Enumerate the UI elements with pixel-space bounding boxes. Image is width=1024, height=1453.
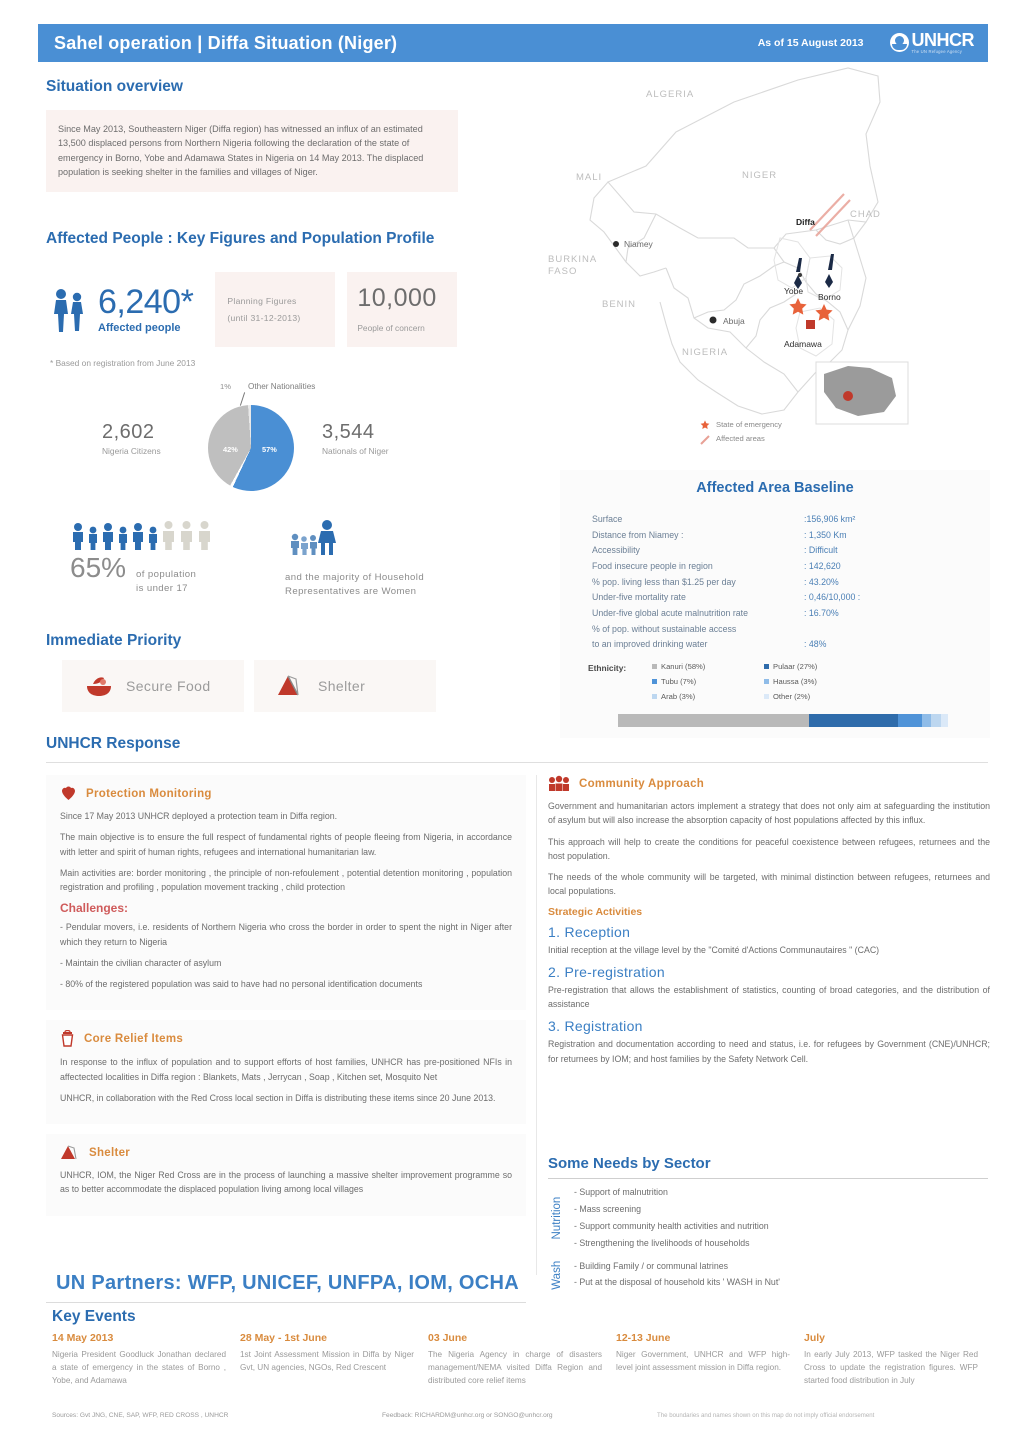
- pie-slice-pct-niger: 57%: [262, 445, 277, 454]
- key-event-text: Niger Government, UNHCR and WFP high-level joint assessment mission in Diffa region.: [616, 1350, 790, 1373]
- person-icon-filled: [147, 526, 159, 550]
- ethnicity-stacked-bar: [618, 714, 948, 727]
- community-people-icon: [548, 775, 570, 792]
- key-event-item: [428, 1332, 616, 1387]
- map-inset: [816, 362, 908, 424]
- baseline-table: [592, 512, 960, 653]
- family-people-icon: [50, 287, 90, 333]
- baseline-value: : 48%: [804, 639, 827, 650]
- strategic-activities-heading: Strategic Activities: [548, 905, 643, 918]
- under-17-text: [136, 568, 196, 596]
- pie-other-pct: 1%: [220, 382, 231, 391]
- priority-label-shelter: Shelter: [318, 678, 366, 694]
- map-label-chad: CHAD: [850, 209, 881, 220]
- challenges-heading: Challenges:: [60, 901, 129, 916]
- key-event-text: 1st Joint Assessment Mission in Diffa by Niger Gvt, UN agencies, NGOs, Red Crescent: [240, 1350, 414, 1373]
- planning-figures-box: [215, 272, 335, 347]
- map-legend-item-affected: [700, 432, 782, 446]
- shelter-title: Shelter: [89, 1146, 131, 1159]
- person-icon-filled: [130, 522, 146, 550]
- unhcr-response-title: UNHCR Response: [46, 735, 181, 752]
- unhcr-logo-text: UNHCR: [911, 30, 974, 51]
- affected-people-values: [98, 285, 193, 334]
- map-label-benin: BENIN: [602, 299, 637, 310]
- baseline-row: [592, 559, 960, 575]
- as-of-date: As of 15 August 2013: [757, 36, 864, 49]
- legend-swatch: [652, 694, 657, 699]
- key-event-text: In early July 2013, WFP tasked the Niger Red Cross to update the registration figures. WFP started food distribution in July: [804, 1350, 978, 1386]
- key-event-date: 12-13 June: [616, 1332, 671, 1344]
- page-footer: [52, 1412, 992, 1419]
- needs-items-nutrition: [574, 1184, 988, 1252]
- baseline-value: : 16.70%: [804, 607, 839, 618]
- ethnicity-segment-kanuri: [618, 714, 809, 727]
- priority-card-shelter[interactable]: [254, 660, 436, 712]
- activity-text-registration: Registration and documentation according to need and status, i.e. for refugees by Government (CNE)/UNHCR; for returnees by IOM; and host families by the Safety Network Cell.: [548, 1039, 990, 1064]
- footer-feedback: Feedback: RICHARDM@unhcr.org or SONGO@unhcr.org: [382, 1412, 553, 1419]
- planning-figures-line1: Planning Figures: [227, 296, 297, 307]
- priority-card-secure-food[interactable]: [62, 660, 244, 712]
- people-of-concern-label: People of concern: [357, 323, 425, 333]
- community-paragraph-2: This approach will help to create the conditions for peaceful coexistence between refugees, returnees and the host population.: [548, 836, 990, 861]
- map-label-nigeria: NIGERIA: [682, 347, 729, 358]
- map-label-mali: MALI: [576, 172, 603, 183]
- map-label-burkina: BURKINA: [548, 254, 598, 265]
- needs-sector-label-wash: Wash: [551, 1259, 563, 1289]
- key-event-item: [52, 1332, 240, 1387]
- key-figures-title: Affected People : Key Figures and Population Profile: [46, 230, 435, 247]
- baseline-key: Under-five mortality rate: [592, 592, 686, 603]
- needs-by-sector-block: [548, 1184, 988, 1297]
- core-relief-paragraph-2: UNHCR, in collaboration with the Red Cross local section in Diffa is distributing these items since 20 June 2013.: [60, 1092, 496, 1103]
- ethnicity-segment-tubu: [898, 714, 921, 727]
- nigeria-citizens-label: Nigeria Citizens: [102, 446, 161, 456]
- challenge-item-2: - Maintain the civilian character of asylum: [60, 957, 222, 968]
- person-icon-empty: [178, 520, 195, 550]
- niger-nationals-count: 3,544: [322, 421, 375, 443]
- key-event-item: [804, 1332, 992, 1387]
- need-item: - Building Family / or communal latrines: [574, 1260, 728, 1271]
- needs-by-sector-title: Some Needs by Sector: [548, 1155, 711, 1172]
- tent-icon: [276, 673, 306, 699]
- community-paragraph-3: The needs of the whole community will be targeted, with minimal distinction between refugees, returnees and local populations.: [548, 872, 990, 897]
- challenge-item-1: - Pendular movers, i.e. residents of Northern Nigeria who cross the border in order to spent the night in Niger after which they return to Nigeria: [60, 922, 512, 947]
- pie-right-stat: [322, 422, 389, 456]
- activity-title-reception: 1. Reception: [548, 923, 631, 940]
- star-marker-icon: [700, 420, 710, 430]
- household-rep-line2: Representatives are Women: [285, 585, 417, 597]
- legend-swatch: [652, 679, 657, 684]
- activity-text-reception: Initial reception at the village level by the "Comité d'Actions Communautaires " (CAC): [548, 944, 880, 955]
- community-paragraph-1: Government and humanitarian actors implement a strategy that does not only aim at safeguarding the institution of asylum but will also increase the absorption capacity of host populations affected by this influx.: [548, 801, 990, 826]
- key-event-date: 28 May - 1st June: [240, 1332, 327, 1344]
- header-right-group: [758, 31, 974, 54]
- under-17-percent: 65%: [70, 552, 127, 583]
- baseline-row: [592, 606, 960, 622]
- protection-paragraph-1: Since 17 May 2013 UNHCR deployed a protection team in Diffa region.: [60, 811, 338, 821]
- baseline-key: to an improved drinking water: [592, 639, 708, 650]
- unhcr-logo-subtitle: The UN Refugee Agency: [911, 49, 963, 55]
- baseline-key: % pop. living less than $1.25 per day: [592, 576, 736, 587]
- unhcr-logo: [890, 31, 975, 54]
- household-family-icon: [285, 520, 357, 556]
- nigeria-citizens-count: 2,602: [102, 421, 155, 443]
- baseline-row: [592, 512, 960, 528]
- affected-people-number: 6,240*: [98, 283, 194, 321]
- ethnicity-legend-item: [764, 659, 876, 674]
- household-rep-line1: and the majority of Household: [285, 572, 425, 583]
- person-icon-empty: [196, 520, 213, 550]
- situation-overview-title: Situation overview: [46, 78, 183, 95]
- baseline-key: % of pop. without sustainable access: [592, 623, 737, 634]
- niger-nationals-label: Nationals of Niger: [322, 446, 389, 456]
- person-icon-filled: [117, 526, 129, 550]
- planning-figures-line2: (until 31-12-2013): [227, 312, 301, 323]
- page-header: [38, 24, 988, 62]
- baseline-row: [592, 528, 960, 544]
- key-event-text: The Nigeria Agency in charge of disasters management/NEMA visited Diffa Region and distributed core relief items: [428, 1350, 602, 1386]
- people-of-concern-box: [347, 272, 457, 347]
- map-label-diffa: Diffa: [796, 217, 815, 227]
- baseline-value: : Difficult: [804, 545, 838, 556]
- page-title: Sahel operation | Diffa Situation (Niger): [54, 32, 398, 53]
- affected-people-label: Affected people: [98, 322, 181, 334]
- core-relief-title: Core Relief Items: [84, 1033, 184, 1046]
- legend-swatch: [764, 694, 769, 699]
- map-label-adamawa: Adamawa: [784, 339, 822, 349]
- un-partners-divider: [46, 1302, 526, 1303]
- map-legend: [700, 418, 782, 447]
- community-approach-title: Community Approach: [579, 777, 705, 790]
- people-of-concern-number: 10,000: [357, 284, 437, 312]
- under-17-text-line1: of population: [136, 569, 197, 580]
- protection-paragraph-3: Main activities are: border monitoring , the principle of non-refoulement , potential detention monitoring , population registration and profiling , population movement tracking , child protection: [60, 867, 512, 892]
- map-legend-label-emergency: State of emergency: [716, 420, 782, 429]
- protection-monitoring-head: [60, 785, 512, 802]
- household-rep-block: [285, 520, 424, 599]
- legend-text: Pulaar (27%): [773, 661, 818, 671]
- under-17-block: [70, 520, 213, 596]
- protection-monitoring-card: [46, 775, 526, 1010]
- needs-items-wash: [574, 1258, 988, 1292]
- need-item: - Mass screening: [574, 1203, 641, 1214]
- challenge-item-3: - 80% of the registered population was said to have had no personal identification documents: [60, 979, 423, 989]
- shelter-head: [60, 1144, 512, 1161]
- needs-sector-label-nutrition: Nutrition: [551, 1196, 563, 1240]
- shelter-card: [46, 1134, 526, 1216]
- baseline-key: Distance from Niamey :: [592, 529, 684, 540]
- ethnicity-legend-item: [652, 674, 764, 689]
- baseline-value: : 0,46/10,000 :: [804, 592, 861, 603]
- ethnicity-legend-item: [652, 689, 764, 704]
- legend-swatch: [652, 664, 657, 669]
- legend-text: Arab (3%): [661, 692, 696, 702]
- immediate-priority-row: [62, 660, 436, 712]
- pie-graphic: [208, 405, 294, 491]
- priority-label-secure-food: Secure Food: [126, 678, 211, 694]
- need-item: - Support of malnutrition: [574, 1187, 668, 1197]
- key-events-row: [52, 1332, 992, 1387]
- map-legend-label-affected: Affected areas: [716, 434, 765, 444]
- key-figures-footnote: * Based on registration from June 2013: [50, 358, 196, 368]
- baseline-row: [592, 543, 960, 559]
- response-right-column: [548, 775, 990, 1073]
- baseline-value: : 142,620: [804, 560, 841, 571]
- population-pictogram: [70, 520, 213, 550]
- activity-title-registration: 3. Registration: [548, 1018, 643, 1035]
- key-event-date: 14 May 2013: [52, 1332, 114, 1344]
- key-event-item: [240, 1332, 428, 1387]
- key-event-date: 03 June: [428, 1332, 468, 1344]
- activity-title-preregistration: 2. Pre-registration: [548, 963, 665, 980]
- needs-divider: [548, 1178, 988, 1179]
- person-icon-empty: [160, 520, 177, 550]
- community-approach-head: [548, 775, 990, 792]
- baseline-value: :156,906 km²: [804, 514, 856, 524]
- ethnicity-legend-item: [764, 674, 876, 689]
- baseline-key: Surface: [592, 514, 623, 524]
- pie-left-stat: [102, 422, 161, 456]
- protection-monitoring-title: Protection Monitoring: [86, 787, 212, 800]
- unhcr-wordmark: [912, 31, 975, 54]
- response-divider: [46, 762, 988, 763]
- affected-area-baseline-panel: [560, 470, 990, 738]
- protection-paragraph-2: The main objective is to ensure the full respect of fundamental rights of people fleeing from Nigeria, in accordance with letter and spirit of human rights, refugees and international humanitarian law.: [60, 832, 512, 857]
- legend-text: Other (2%): [773, 692, 811, 702]
- response-column-divider: [536, 775, 537, 1275]
- ethnicity-legend: [652, 659, 972, 705]
- situation-overview-box: [46, 110, 458, 192]
- baseline-row: [592, 590, 960, 606]
- tent-icon: [60, 1144, 80, 1161]
- pie-slice-pct-nigeria: 42%: [223, 445, 238, 454]
- needs-group-nutrition: [548, 1184, 988, 1252]
- map-label-niamey: Niamey: [624, 239, 653, 249]
- legend-text: Tubu (7%): [661, 677, 697, 687]
- response-left-column: [46, 775, 526, 1226]
- need-item: - Strengthening the livelihoods of households: [574, 1237, 750, 1248]
- unhcr-emblem-icon: [890, 33, 909, 52]
- footer-disclaimer: The boundaries and names shown on this map do not imply official endorsement: [657, 1412, 875, 1419]
- map-label-niger: NIGER: [742, 170, 778, 181]
- region-map: [548, 62, 994, 462]
- affected-people-block: [46, 272, 203, 347]
- baseline-value: : 1,350 Km: [804, 529, 847, 540]
- ethnicity-legend-item: [764, 689, 876, 704]
- legend-swatch: [764, 664, 769, 669]
- ethnicity-segment-pulaar: [809, 714, 898, 727]
- map-label-algeria: ALGERIA: [646, 89, 695, 100]
- key-figures-row: [46, 272, 486, 347]
- map-label-faso: FASO: [548, 266, 578, 277]
- footer-sources: Sources: Gvt JNG, CNE, SAP, WFP, RED CROSS , UNHCR: [52, 1412, 229, 1419]
- key-event-item: [616, 1332, 804, 1387]
- key-event-text: Nigeria President Goodluck Jonathan declared a state of emergency in the states of Borno , Yobe, and Adamawa: [52, 1350, 226, 1386]
- need-item: - Support community health activities and nutrition: [574, 1220, 769, 1231]
- baseline-row: [592, 622, 960, 638]
- needs-group-wash: [548, 1258, 988, 1292]
- key-events-title: Key Events: [52, 1308, 136, 1325]
- core-relief-paragraph-1: In response to the influx of population and to support efforts of host families, UNHCR has pre-positioned NFIs in affectected localities in Diffa region : Blankets, Mats , Jerrycan , Soap , Kitchen set, Mosquito Net: [60, 1057, 512, 1082]
- under-17-row: [70, 554, 213, 596]
- activity-text-preregistration: Pre-registration that allows the establishment of statistics, counting of broad categories, and the distribution of assistance: [548, 984, 990, 1009]
- ethnicity-segment-haussa: [922, 714, 932, 727]
- map-label-yobe: Yobe: [784, 286, 804, 296]
- person-icon-filled: [100, 522, 116, 550]
- situation-overview-text: Since May 2013, Southeastern Niger (Diffa region) has witnessed an influx of an estimated 13,500 displaced persons from Northern Nigeria following the declaration of the state of emergency in Borno, Yobe and Adamawa States in Nigeria on 14 May 2013. The displaced population is seeking shelter in the families and villages of Niger.: [58, 124, 424, 178]
- legend-text: Kanuri (58%): [661, 661, 706, 671]
- hatched-line-icon: [700, 435, 710, 445]
- immediate-priority-title: Immediate Priority: [46, 632, 182, 649]
- pie-leader-line: [240, 392, 245, 406]
- key-event-date: July: [804, 1332, 826, 1344]
- map-label-abuja: Abuja: [723, 316, 745, 326]
- baseline-row: [592, 575, 960, 591]
- bucket-icon: [60, 1030, 75, 1048]
- baseline-key: Under-five global acute malnutrition rate: [592, 607, 748, 618]
- ethnicity-label: Ethnicity:: [588, 662, 627, 673]
- ethnicity-segment-arab: [931, 714, 941, 727]
- under-17-text-line2: is under 17: [136, 582, 188, 594]
- baseline-key: Accessibility: [592, 545, 640, 556]
- ethnicity-legend-item: [652, 659, 764, 674]
- ethnicity-segment-other: [941, 714, 948, 727]
- baseline-row: [592, 637, 960, 653]
- un-partners-line: UN Partners: WFP, UNICEF, UNFPA, IOM, OCHA: [56, 1272, 520, 1294]
- legend-text: Haussa (3%): [773, 677, 817, 687]
- shelter-paragraph-1: UNHCR, IOM, the Niger Red Cross are in the process of launching a massive shelter improvement programme so as to better accommodate the displaced population living among local villages: [60, 1170, 512, 1195]
- baseline-title: Affected Area Baseline: [696, 480, 854, 496]
- need-item: - Put at the disposal of household kits ' WASH in Nut': [574, 1277, 780, 1288]
- protection-hands-icon: [60, 785, 77, 802]
- map-legend-item-emergency: [700, 418, 782, 432]
- core-relief-head: [60, 1030, 512, 1048]
- household-rep-text: [285, 571, 424, 599]
- baseline-value: : 43.20%: [804, 576, 839, 587]
- food-bowl-icon: [84, 673, 114, 699]
- nationality-pie-chart: [90, 382, 490, 492]
- person-icon-filled: [70, 522, 86, 550]
- person-icon-filled: [87, 526, 99, 550]
- map-label-borno: Borno: [818, 292, 841, 302]
- core-relief-items-card: [46, 1020, 526, 1124]
- pie-other-label: Other Nationalities: [248, 382, 316, 391]
- legend-swatch: [764, 679, 769, 684]
- baseline-key: Food insecure people in region: [592, 560, 713, 571]
